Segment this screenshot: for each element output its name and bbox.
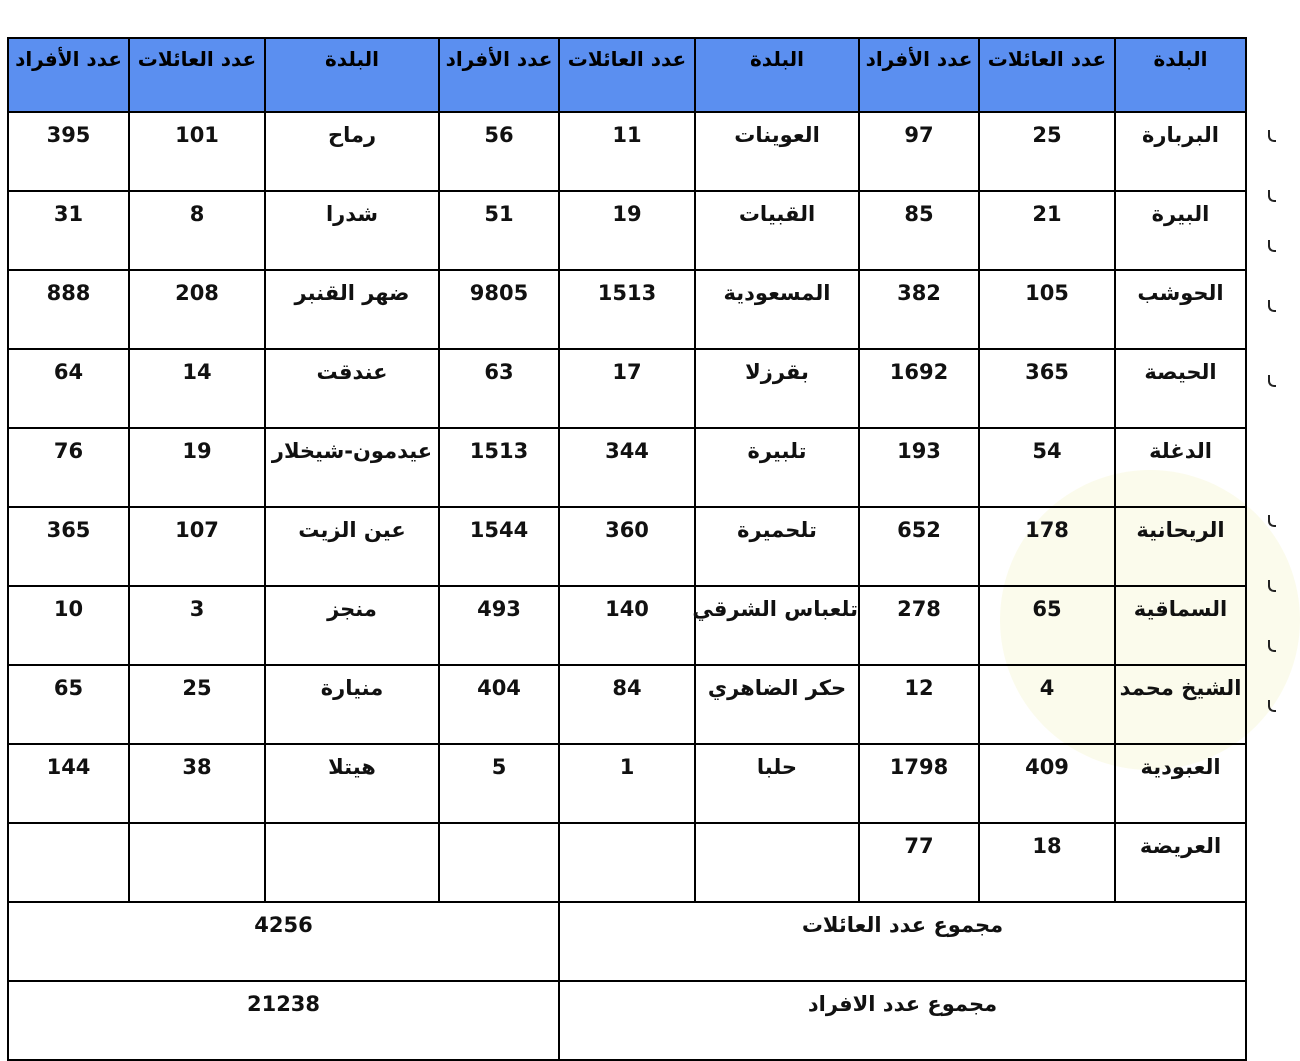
families-cell: 140	[559, 586, 695, 665]
members-cell: 76	[8, 428, 129, 507]
members-cell: 31	[8, 191, 129, 270]
families-cell: 344	[559, 428, 695, 507]
total-row	[8, 902, 1246, 981]
table-header	[8, 38, 1246, 112]
header-cell: البلدة	[265, 38, 439, 112]
town-cell: رماح	[265, 112, 439, 191]
families-cell: 18	[979, 823, 1115, 902]
members-cell	[8, 823, 129, 902]
members-cell: 193	[859, 428, 979, 507]
town-cell: منيارة	[265, 665, 439, 744]
members-cell: 51	[439, 191, 559, 270]
families-cell	[129, 823, 265, 902]
members-cell: 652	[859, 507, 979, 586]
town-cell: العبودية	[1115, 744, 1246, 823]
header-cell: عدد الأفراد	[859, 38, 979, 112]
families-cell: 65	[979, 586, 1115, 665]
families-cell: 17	[559, 349, 695, 428]
total-row	[8, 981, 1246, 1060]
header-cell: البلدة	[695, 38, 859, 112]
families-cell: 105	[979, 270, 1115, 349]
town-cell: شدرا	[265, 191, 439, 270]
town-cell: الشيخ محمد	[1115, 665, 1246, 744]
town-cell: حلبا	[695, 744, 859, 823]
total-value: 4256	[8, 902, 559, 981]
families-cell: 107	[129, 507, 265, 586]
members-cell	[439, 823, 559, 902]
cropped-edge-text	[1266, 110, 1276, 730]
population-table	[7, 37, 1247, 1061]
table-row	[8, 270, 1246, 349]
families-cell	[559, 823, 695, 902]
table-row	[8, 507, 1246, 586]
members-cell: 97	[859, 112, 979, 191]
town-cell: تلعباس الشرقي	[695, 586, 859, 665]
town-cell: تلبيرة	[695, 428, 859, 507]
families-cell: 14	[129, 349, 265, 428]
table-row	[8, 665, 1246, 744]
members-cell: 365	[8, 507, 129, 586]
members-cell: 888	[8, 270, 129, 349]
members-cell: 404	[439, 665, 559, 744]
town-cell: العريضة	[1115, 823, 1246, 902]
members-cell: 395	[8, 112, 129, 191]
table-row	[8, 744, 1246, 823]
header-cell: عدد العائلات	[979, 38, 1115, 112]
families-cell: 409	[979, 744, 1115, 823]
members-cell: 1798	[859, 744, 979, 823]
total-value: 21238	[8, 981, 559, 1060]
members-cell: 382	[859, 270, 979, 349]
families-cell: 365	[979, 349, 1115, 428]
town-cell: البربارة	[1115, 112, 1246, 191]
members-cell: 64	[8, 349, 129, 428]
town-cell: السماقية	[1115, 586, 1246, 665]
families-cell: 4	[979, 665, 1115, 744]
families-cell: 19	[559, 191, 695, 270]
families-cell: 38	[129, 744, 265, 823]
members-cell: 5	[439, 744, 559, 823]
header-row	[8, 38, 1246, 112]
families-cell: 3	[129, 586, 265, 665]
town-cell: تلحميرة	[695, 507, 859, 586]
members-cell: 1513	[439, 428, 559, 507]
families-cell: 1	[559, 744, 695, 823]
table-row	[8, 112, 1246, 191]
families-cell: 8	[129, 191, 265, 270]
members-cell: 1544	[439, 507, 559, 586]
town-cell: ضهر القنبر	[265, 270, 439, 349]
header-cell: البلدة	[1115, 38, 1246, 112]
town-cell: العوينات	[695, 112, 859, 191]
members-cell: 144	[8, 744, 129, 823]
families-cell: 84	[559, 665, 695, 744]
header-cell: عدد الأفراد	[439, 38, 559, 112]
members-cell: 278	[859, 586, 979, 665]
members-cell: 56	[439, 112, 559, 191]
members-cell: 10	[8, 586, 129, 665]
town-cell: عندقت	[265, 349, 439, 428]
table-row	[8, 349, 1246, 428]
total-label: مجموع عدد الافراد	[559, 981, 1246, 1060]
members-cell: 85	[859, 191, 979, 270]
town-cell: هيتلا	[265, 744, 439, 823]
families-cell: 101	[129, 112, 265, 191]
town-cell: الحوشب	[1115, 270, 1246, 349]
town-cell: عيدمون-شيخلار	[265, 428, 439, 507]
families-cell: 54	[979, 428, 1115, 507]
town-cell: المسعودية	[695, 270, 859, 349]
members-cell: 77	[859, 823, 979, 902]
families-cell: 19	[129, 428, 265, 507]
families-cell: 25	[129, 665, 265, 744]
families-cell: 208	[129, 270, 265, 349]
members-cell: 12	[859, 665, 979, 744]
families-cell: 21	[979, 191, 1115, 270]
families-cell: 11	[559, 112, 695, 191]
town-cell: الدغلة	[1115, 428, 1246, 507]
town-cell	[265, 823, 439, 902]
table-row	[8, 191, 1246, 270]
town-cell: عين الزيت	[265, 507, 439, 586]
town-cell: بقرزلا	[695, 349, 859, 428]
families-cell: 178	[979, 507, 1115, 586]
town-cell: الحيصة	[1115, 349, 1246, 428]
town-cell	[695, 823, 859, 902]
table-row	[8, 586, 1246, 665]
header-cell: عدد العائلات	[129, 38, 265, 112]
members-cell: 1692	[859, 349, 979, 428]
families-cell: 1513	[559, 270, 695, 349]
header-cell: عدد الأفراد	[8, 38, 129, 112]
total-label: مجموع عدد العائلات	[559, 902, 1246, 981]
town-cell: البيرة	[1115, 191, 1246, 270]
families-cell: 360	[559, 507, 695, 586]
table-row	[8, 428, 1246, 507]
town-cell: القبيات	[695, 191, 859, 270]
town-cell: منجز	[265, 586, 439, 665]
header-cell: عدد العائلات	[559, 38, 695, 112]
town-cell: حكر الضاهري	[695, 665, 859, 744]
members-cell: 65	[8, 665, 129, 744]
members-cell: 63	[439, 349, 559, 428]
table-body	[8, 112, 1246, 1060]
members-cell: 493	[439, 586, 559, 665]
town-cell: الريحانية	[1115, 507, 1246, 586]
members-cell: 9805	[439, 270, 559, 349]
table-row	[8, 823, 1246, 902]
families-cell: 25	[979, 112, 1115, 191]
